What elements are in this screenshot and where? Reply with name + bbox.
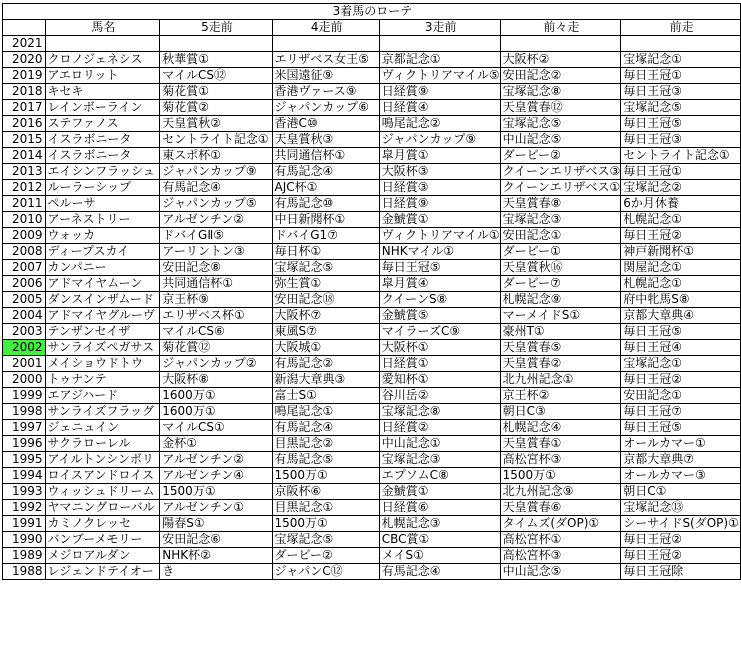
cell-4-races-ago[interactable]: ジャパンカップ⑥ [272,100,379,116]
cell-last-race[interactable]: オールカマー① [621,436,741,452]
cell-2-races-ago[interactable]: クイーンエリザベス③ [500,164,621,180]
table-row [3,148,741,164]
cell-horse-name[interactable]: ステファノス [45,116,160,132]
cell-3-races-ago[interactable]: 毎日王冠⑤ [379,260,500,276]
cell-5-races-ago[interactable]: き [160,564,272,580]
cell-3-races-ago[interactable]: エプソムC⑧ [379,468,500,484]
table-row [3,308,741,324]
cell-5-races-ago[interactable]: 陽春S① [160,516,272,532]
cell-4-races-ago[interactable]: 香港C⑩ [272,116,379,132]
cell-last-race[interactable]: 毎日王冠② [621,228,741,244]
cell-5-races-ago[interactable]: 菊花賞① [160,84,272,100]
cell-3-races-ago[interactable]: 大阪杯③ [379,164,500,180]
cell-2-races-ago[interactable]: 天皇賞春⑥ [500,500,621,516]
cell-4-races-ago[interactable]: 宝塚記念⑤ [272,260,379,276]
cell-2-races-ago[interactable]: ダービー⑦ [500,276,621,292]
cell-horse-name[interactable]: ペルーサ [45,196,160,212]
cell-horse-name[interactable]: カンパニー [45,260,160,276]
title-row [3,4,741,20]
cell-4-races-ago[interactable]: 毎日杯① [272,244,379,260]
cell-horse-name[interactable]: イスラボニータ [45,132,160,148]
cell-2-races-ago[interactable]: 安田記念① [500,228,621,244]
cell-3-races-ago[interactable]: 宝塚記念⑧ [379,404,500,420]
cell-5-races-ago[interactable]: 1500万① [160,484,272,500]
cell-horse-name[interactable]: ダンスインザムード [45,292,160,308]
cell-year[interactable]: 2005 [3,292,46,308]
cell-horse-name[interactable]: キセキ [45,84,160,100]
cell-horse-name[interactable]: レインボーライン [45,100,160,116]
cell-5-races-ago[interactable]: 安田記念⑥ [160,532,272,548]
cell-4-races-ago[interactable]: ジャパンC⑫ [272,564,379,580]
cell-year[interactable]: 2013 [3,164,46,180]
cell-4-races-ago[interactable]: 新潟大章典③ [272,372,379,388]
cell-2-races-ago[interactable]: 宝塚記念③ [500,212,621,228]
cell-5-races-ago[interactable]: 安田記念⑧ [160,260,272,276]
cell-5-races-ago[interactable]: 大阪杯⑧ [160,372,272,388]
cell-year[interactable]: 1997 [3,420,46,436]
cell-last-race[interactable]: 神戸新聞杯① [621,244,741,260]
table-row [3,420,741,436]
table-row [3,244,741,260]
cell-horse-name[interactable]: エイシンフラッシュ [45,164,160,180]
cell-horse-name[interactable]: アイルトンシンボリ [45,452,160,468]
cell-2-races-ago[interactable]: マーメイドS① [500,308,621,324]
table-row [3,340,741,356]
table-row [3,532,741,548]
cell-horse-name[interactable]: アドマイヤムーン [45,276,160,292]
cell-horse-name[interactable]: メジロアルダン [45,548,160,564]
cell-year[interactable]: 2004 [3,308,46,324]
cell-last-race[interactable]: 毎日王冠① [621,68,741,84]
cell-4-races-ago[interactable]: 共同通信杯① [272,148,379,164]
table-row [3,36,741,52]
table-row [3,388,741,404]
cell-4-races-ago[interactable]: 京阪杯⑥ [272,484,379,500]
cell-last-race[interactable]: 毎日王冠除 [621,564,741,580]
cell-year[interactable]: 2002 [3,340,46,356]
cell-last-race[interactable]: 毎日王冠② [621,548,741,564]
table-row [3,324,741,340]
cell-5-races-ago[interactable]: 天皇賞秋② [160,116,272,132]
cell-3-races-ago[interactable]: 日経賞⑥ [379,500,500,516]
cell-last-race[interactable]: 宝塚記念① [621,52,741,68]
cell-3-races-ago[interactable]: 宝塚記念③ [379,452,500,468]
cell-last-race[interactable]: 関屋記念① [621,260,741,276]
cell-horse-name[interactable]: トゥナンテ [45,372,160,388]
cell-4-races-ago[interactable]: 1500万① [272,468,379,484]
cell-last-race[interactable]: 京都大章典⑦ [621,452,741,468]
cell-last-race[interactable]: 札幌記念① [621,276,741,292]
table-row [3,260,741,276]
cell-4-races-ago[interactable]: 中日新聞杯① [272,212,379,228]
cell-last-race[interactable] [621,36,741,52]
cell-3-races-ago[interactable]: メイS① [379,548,500,564]
cell-last-race[interactable]: 札幌記念① [621,212,741,228]
cell-4-races-ago[interactable]: 米国遠征⑨ [272,68,379,84]
cell-5-races-ago[interactable]: ジャパンカップ⑤ [160,196,272,212]
cell-4-races-ago[interactable]: ドバイG1⑦ [272,228,379,244]
cell-3-races-ago[interactable]: 金鯱賞① [379,484,500,500]
cell-year[interactable]: 1991 [3,516,46,532]
cell-last-race[interactable]: 毎日王冠⑦ [621,404,741,420]
table-row [3,436,741,452]
cell-4-races-ago[interactable]: 天皇賞秋③ [272,132,379,148]
cell-horse-name[interactable]: サクラローレル [45,436,160,452]
cell-3-races-ago[interactable]: 日経賞① [379,356,500,372]
header-cell-5-races-ago[interactable]: 5走前 [160,20,272,36]
cell-2-races-ago[interactable]: 札幌記念⑨ [500,292,621,308]
cell-2-races-ago[interactable]: 天皇賞春② [500,356,621,372]
cell-4-races-ago[interactable]: 有馬記念⑩ [272,196,379,212]
cell-3-races-ago[interactable]: 日経賞⑨ [379,196,500,212]
cell-year[interactable]: 2015 [3,132,46,148]
cell-horse-name[interactable]: アエロリット [45,68,160,84]
cell-year[interactable]: 1999 [3,388,46,404]
cell-horse-name[interactable]: ウィッシュドリーム [45,484,160,500]
cell-last-race[interactable]: 毎日王冠③ [621,84,741,100]
cell-2-races-ago[interactable]: ダービー② [500,148,621,164]
cell-5-races-ago[interactable]: 金杯① [160,436,272,452]
cell-4-races-ago[interactable]: 目黒記念① [272,500,379,516]
cell-horse-name[interactable]: イスラボニータ [45,148,160,164]
cell-horse-name[interactable] [45,36,160,52]
cell-5-races-ago[interactable]: 京王杯⑨ [160,292,272,308]
cell-2-races-ago[interactable]: 安田記念② [500,68,621,84]
cell-3-races-ago[interactable]: NHKマイル① [379,244,500,260]
cell-2-races-ago[interactable]: タイムズ(ダOP)① [500,516,621,532]
cell-horse-name[interactable]: ルーラーシップ [45,180,160,196]
table-row [3,84,741,100]
cell-3-races-ago[interactable]: クイーンS⑧ [379,292,500,308]
cell-5-races-ago[interactable]: マイルCS① [160,420,272,436]
cell-4-races-ago[interactable]: 大阪杯⑦ [272,308,379,324]
cell-year[interactable]: 2011 [3,196,46,212]
cell-year[interactable]: 1994 [3,468,46,484]
table-row [3,372,741,388]
cell-horse-name[interactable]: アドマイヤグルーヴ [45,308,160,324]
cell-last-race[interactable]: 宝塚記念⑬ [621,500,741,516]
cell-3-races-ago[interactable]: 日経賞⑨ [379,84,500,100]
cell-3-races-ago[interactable]: 日経賞③ [379,180,500,196]
cell-2-races-ago[interactable]: 天皇賞秋⑯ [500,260,621,276]
cell-horse-name[interactable]: ジェニュイン [45,420,160,436]
cell-2-races-ago[interactable]: 1500万① [500,468,621,484]
cell-2-races-ago[interactable]: 北九州記念⑨ [500,484,621,500]
cell-horse-name[interactable]: バンブーメモリー [45,532,160,548]
cell-year[interactable]: 2020 [3,52,46,68]
cell-last-race[interactable]: 毎日王冠④ [621,340,741,356]
cell-2-races-ago[interactable]: 天皇賞春⑧ [500,196,621,212]
cell-last-race[interactable]: 宝塚記念① [621,356,741,372]
cell-horse-name[interactable]: テンザンセイザ [45,324,160,340]
cell-3-races-ago[interactable]: CBC賞① [379,532,500,548]
cell-4-races-ago[interactable]: 東風S⑦ [272,324,379,340]
cell-year[interactable]: 2003 [3,324,46,340]
cell-2-races-ago[interactable]: 大阪杯② [500,52,621,68]
cell-year[interactable]: 2019 [3,68,46,84]
cell-last-race[interactable]: シーサイドS(ダOP)① [621,516,741,532]
cell-2-races-ago[interactable]: 豪州T① [500,324,621,340]
table-row [3,468,741,484]
cell-3-races-ago[interactable]: 谷川岳② [379,388,500,404]
cell-year[interactable]: 2008 [3,244,46,260]
header-cell-year[interactable] [3,20,46,36]
cell-5-races-ago[interactable]: 1600万① [160,388,272,404]
header-cell-4-races-ago[interactable]: 4走前 [272,20,379,36]
cell-4-races-ago[interactable]: 1500万① [272,516,379,532]
cell-5-races-ago[interactable]: 秋華賞① [160,52,272,68]
cell-5-races-ago[interactable]: ドバイGⅡ⑤ [160,228,272,244]
cell-year[interactable]: 1989 [3,548,46,564]
cell-5-races-ago[interactable]: アルゼンチン② [160,452,272,468]
cell-year[interactable]: 1990 [3,532,46,548]
cell-5-races-ago[interactable]: 菊花賞⑫ [160,340,272,356]
table-row [3,548,741,564]
cell-5-races-ago[interactable]: アーリントン③ [160,244,272,260]
cell-5-races-ago[interactable] [160,36,272,52]
cell-last-race[interactable]: 安田記念① [621,388,741,404]
cell-year[interactable]: 2016 [3,116,46,132]
cell-last-race[interactable]: 毎日王冠③ [621,132,741,148]
cell-3-races-ago[interactable] [379,36,500,52]
table-row [3,180,741,196]
cell-3-races-ago[interactable]: 中山記念① [379,436,500,452]
cell-4-races-ago[interactable]: 香港ヴァース⑨ [272,84,379,100]
cell-last-race[interactable]: オールカマー③ [621,468,741,484]
cell-3-races-ago[interactable]: 愛知杯① [379,372,500,388]
cell-last-race[interactable]: 毎日王冠② [621,532,741,548]
cell-4-races-ago[interactable]: 有馬記念④ [272,164,379,180]
table-row [3,564,741,580]
table-row [3,276,741,292]
header-cell-horse-name[interactable]: 馬名 [45,20,160,36]
cell-horse-name[interactable]: エアジハード [45,388,160,404]
cell-4-races-ago[interactable]: 富士S① [272,388,379,404]
cell-year[interactable]: 2018 [3,84,46,100]
table-row [3,212,741,228]
cell-5-races-ago[interactable]: 菊花賞② [160,100,272,116]
cell-3-races-ago[interactable]: ジャパンカップ⑨ [379,132,500,148]
cell-3-races-ago[interactable]: 皐月賞④ [379,276,500,292]
cell-year[interactable]: 2014 [3,148,46,164]
table-row [3,100,741,116]
cell-3-races-ago[interactable]: 鳴尾記念② [379,116,500,132]
table-row [3,132,741,148]
cell-5-races-ago[interactable]: 1600万① [160,404,272,420]
cell-year[interactable]: 2010 [3,212,46,228]
cell-3-races-ago[interactable]: 金鯱賞① [379,212,500,228]
cell-2-races-ago[interactable]: 高松宮杯③ [500,548,621,564]
table-row [3,52,741,68]
cell-year[interactable]: 2000 [3,372,46,388]
cell-last-race[interactable]: セントライト記念① [621,148,741,164]
cell-5-races-ago[interactable]: アルゼンチン④ [160,468,272,484]
cell-horse-name[interactable]: サンライズペガサス [45,340,160,356]
cell-year[interactable]: 1995 [3,452,46,468]
cell-2-races-ago[interactable]: ダービー① [500,244,621,260]
cell-horse-name[interactable]: メイショウドトウ [45,356,160,372]
cell-5-races-ago[interactable]: ジャパンカップ② [160,356,272,372]
cell-3-races-ago[interactable]: 日経賞② [379,420,500,436]
cell-5-races-ago[interactable]: アルゼンチン① [160,500,272,516]
header-cell-2-races-ago[interactable]: 前々走 [500,20,621,36]
cell-year[interactable]: 2007 [3,260,46,276]
cell-4-races-ago[interactable]: 弥生賞① [272,276,379,292]
cell-5-races-ago[interactable]: マイルCS⑥ [160,324,272,340]
cell-5-races-ago[interactable]: セントライト記念① [160,132,272,148]
cell-last-race[interactable]: 毎日王冠⑤ [621,116,741,132]
cell-3-races-ago[interactable]: 日経賞④ [379,100,500,116]
cell-2-races-ago[interactable]: 高松宮杯① [500,532,621,548]
cell-year[interactable]: 2006 [3,276,46,292]
cell-3-races-ago[interactable]: 京都記念① [379,52,500,68]
cell-horse-name[interactable]: カミノクレッセ [45,516,160,532]
cell-last-race[interactable]: 毎日王冠⑤ [621,324,741,340]
cell-horse-name[interactable]: レジェンドテイオー [45,564,160,580]
cell-last-race[interactable]: 宝塚記念⑤ [621,100,741,116]
cell-2-races-ago[interactable]: 天皇賞春⑤ [500,340,621,356]
cell-3-races-ago[interactable]: 札幌記念③ [379,516,500,532]
cell-2-races-ago[interactable] [500,36,621,52]
cell-year[interactable]: 1992 [3,500,46,516]
cell-5-races-ago[interactable]: アルゼンチン② [160,212,272,228]
header-row [3,20,741,36]
cell-3-races-ago[interactable]: 有馬記念④ [379,564,500,580]
table-row [3,500,741,516]
cell-4-races-ago[interactable]: 有馬記念② [272,356,379,372]
cell-5-races-ago[interactable]: ジャパンカップ⑨ [160,164,272,180]
rotation-table [2,3,741,580]
cell-4-races-ago[interactable]: 目黒記念② [272,436,379,452]
cell-2-races-ago[interactable]: 中山記念⑤ [500,132,621,148]
cell-4-races-ago[interactable]: 安田記念⑱ [272,292,379,308]
cell-4-races-ago[interactable]: 有馬記念⑤ [272,452,379,468]
cell-5-races-ago[interactable]: 東スポ杯① [160,148,272,164]
cell-2-races-ago[interactable]: 宝塚記念⑤ [500,116,621,132]
cell-last-race[interactable]: 毎日王冠⑤ [621,420,741,436]
cell-horse-name[interactable]: ディープスカイ [45,244,160,260]
cell-last-race[interactable]: 宝塚記念② [621,180,741,196]
cell-2-races-ago[interactable]: クイーンエリザベス① [500,180,621,196]
cell-horse-name[interactable]: ウォッカ [45,228,160,244]
cell-last-race[interactable]: 毎日王冠② [621,372,741,388]
cell-4-races-ago[interactable]: 大阪城① [272,340,379,356]
cell-last-race[interactable]: 毎日王冠① [621,164,741,180]
cell-2-races-ago[interactable]: 札幌記念④ [500,420,621,436]
table-row [3,452,741,468]
cell-2-races-ago[interactable]: 北九州記念① [500,372,621,388]
cell-5-races-ago[interactable]: 共同通信杯① [160,276,272,292]
cell-horse-name[interactable]: アーネストリー [45,212,160,228]
cell-year[interactable]: 1996 [3,436,46,452]
cell-5-races-ago[interactable]: マイルCS⑫ [160,68,272,84]
cell-2-races-ago[interactable]: 京王杯② [500,388,621,404]
cell-2-races-ago[interactable]: 高松宮杯③ [500,452,621,468]
cell-year[interactable]: 1993 [3,484,46,500]
cell-3-races-ago[interactable]: 金鯱賞⑤ [379,308,500,324]
cell-horse-name[interactable]: クロノジェネシス [45,52,160,68]
cell-year[interactable]: 1998 [3,404,46,420]
cell-3-races-ago[interactable]: ヴィクトリアマイル⑤ [379,68,500,84]
cell-last-race[interactable]: 朝日C① [621,484,741,500]
cell-2-races-ago[interactable]: 天皇賞春⑫ [500,100,621,116]
cell-last-race[interactable]: 6か月休養 [621,196,741,212]
cell-year[interactable]: 2001 [3,356,46,372]
table-row [3,228,741,244]
table-row [3,356,741,372]
table-row [3,292,741,308]
table-row [3,116,741,132]
header-cell-3-races-ago[interactable]: 3走前 [379,20,500,36]
cell-4-races-ago[interactable]: ダービー② [272,548,379,564]
cell-year[interactable]: 2009 [3,228,46,244]
table-row [3,196,741,212]
table-row [3,516,741,532]
cell-2-races-ago[interactable]: 中山記念⑤ [500,564,621,580]
table-row [3,68,741,84]
cell-horse-name[interactable]: ロイスアンドロイス [45,468,160,484]
cell-3-races-ago[interactable]: ヴィクトリアマイル① [379,228,500,244]
cell-4-races-ago[interactable]: 宝塚記念⑤ [272,532,379,548]
cell-4-races-ago[interactable]: エリザベス女王⑤ [272,52,379,68]
cell-year[interactable]: 2021 [3,36,46,52]
cell-year[interactable]: 1988 [3,564,46,580]
cell-5-races-ago[interactable]: エリザベス杯① [160,308,272,324]
cell-2-races-ago[interactable]: 宝塚記念⑧ [500,84,621,100]
table-row [3,404,741,420]
table-row [3,484,741,500]
cell-4-races-ago[interactable] [272,36,379,52]
cell-5-races-ago[interactable]: NHK杯② [160,548,272,564]
table-row [3,164,741,180]
cell-2-races-ago[interactable]: 朝日C③ [500,404,621,420]
cell-3-races-ago[interactable]: マイラーズC⑨ [379,324,500,340]
cell-2-races-ago[interactable]: 天皇賞春① [500,436,621,452]
cell-4-races-ago[interactable]: AJC杯① [272,180,379,196]
cell-horse-name[interactable]: ヤマニングローバル [45,500,160,516]
cell-3-races-ago[interactable]: 皐月賞① [379,148,500,164]
table-title[interactable]: 3着馬のローテ [3,4,741,20]
cell-4-races-ago[interactable]: 有馬記念④ [272,420,379,436]
cell-5-races-ago[interactable]: 有馬記念④ [160,180,272,196]
cell-last-race[interactable]: 京都大章典④ [621,308,741,324]
cell-last-race[interactable]: 府中牝馬S⑧ [621,292,741,308]
cell-4-races-ago[interactable]: 鳴尾記念① [272,404,379,420]
cell-year[interactable]: 2012 [3,180,46,196]
cell-year[interactable]: 2017 [3,100,46,116]
header-cell-last-race[interactable]: 前走 [621,20,741,36]
cell-3-races-ago[interactable]: 大阪杯① [379,340,500,356]
cell-horse-name[interactable]: サンライズフラッグ [45,404,160,420]
